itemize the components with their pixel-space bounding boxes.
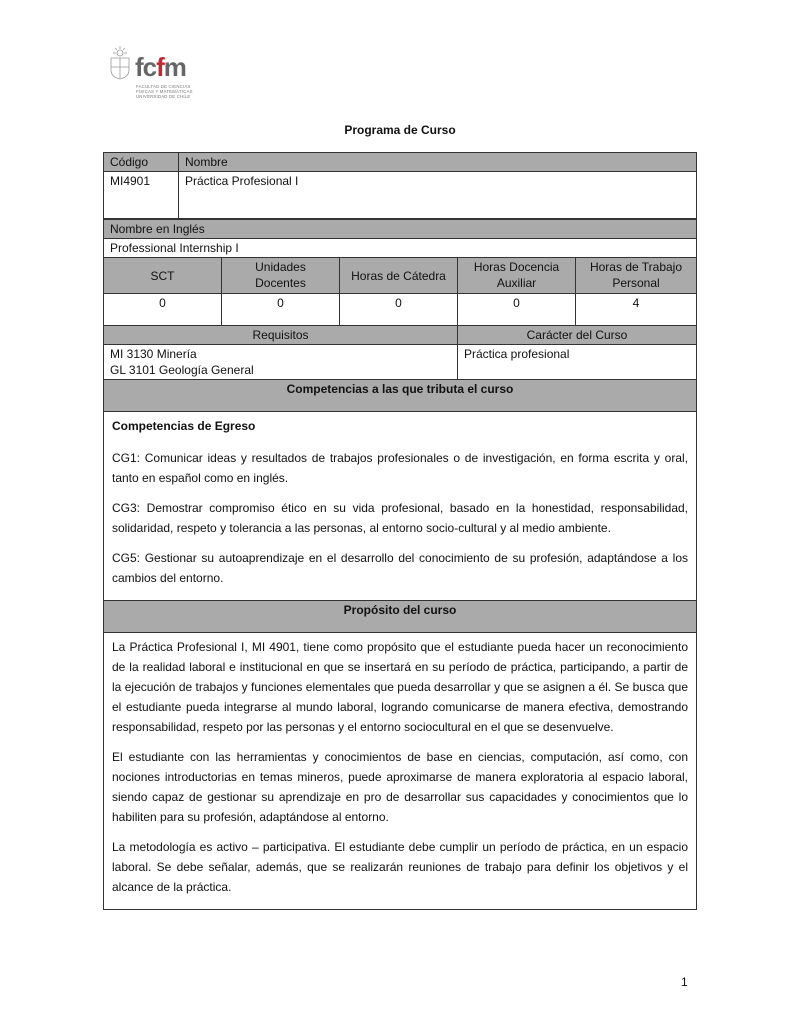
competency-item: CG5: Gestionar su autoaprendizaje en el desarrollo del conocimiento de su profesión, adaptándose a los cambios del entorno. xyxy=(112,551,688,585)
requirement-item: GL 3101 Geología General xyxy=(110,363,254,377)
page-number: 1 xyxy=(681,975,688,989)
course-id-table xyxy=(103,152,697,219)
purpose-paragraph: El estudiante con las herramientas y conocimientos de base en ciencias, computación, así como, con nociones introductorias en temas mineros, puede aproximarse de manera exploratoria al espacio laboral, siendo capaz de gestionar su aprendizaje en pro de desarrollar sus capacidades y conocimientos que lo habiliten para su profesión, adaptándose al entorno. xyxy=(112,750,688,824)
english-name: Professional Internship I xyxy=(104,239,697,258)
competency-item: CG1: Comunicar ideas y resultados de trabajos profesionales o de investigación, en forma escrita y oral, tanto en español como en inglés. xyxy=(112,451,688,485)
document-title: Programa de Curso xyxy=(344,123,456,137)
competency-item: CG3: Demostrar compromiso ético en su vida profesional, basado en la honestidad, responsabilidad, solidaridad, respeto y tolerancia a las personas, al entorno socio-cultural y al medio ambiente. xyxy=(112,501,688,535)
personal-work-hours-value: 4 xyxy=(576,294,697,326)
purpose-section-header: Propósito del curso xyxy=(104,601,697,633)
purpose-body xyxy=(104,633,697,910)
lecture-hours-value: 0 xyxy=(340,294,458,326)
university-crest-icon xyxy=(108,46,132,80)
faculty-subtitle: FACULTAD DE CIENCIAS FÍSICAS Y MATEMÁTICAS UNIVERSIDAD DE CHILE xyxy=(136,84,193,99)
requirements-header: Requisitos xyxy=(104,326,458,345)
personal-work-hours-header: Horas de Trabajo Personal xyxy=(576,258,697,294)
course-code: MI4901 xyxy=(104,172,179,219)
name-header: Nombre xyxy=(179,153,697,172)
teaching-units-header: Unidades Docentes xyxy=(222,258,340,294)
code-header: Código xyxy=(104,153,179,172)
competencies-body xyxy=(104,412,697,601)
competencies-subtitle: Competencias de Egreso xyxy=(112,419,256,433)
requirement-item: MI 3130 Minería xyxy=(110,347,197,361)
course-name: Práctica Profesional I xyxy=(179,172,697,219)
english-name-header: Nombre en Inglés xyxy=(104,220,697,239)
teaching-units-value: 0 xyxy=(222,294,340,326)
purpose-paragraph: La metodología es activo – participativa. El estudiante debe cumplir un período de práctica, en un espacio laboral. Se debe señalar, además, que se realizarán reuniones de trabajo para definir los objetivos y el alcance de la práctica. xyxy=(112,840,688,894)
lecture-hours-header: Horas de Cátedra xyxy=(340,258,458,294)
sct-value: 0 xyxy=(104,294,222,326)
purpose-paragraph: La Práctica Profesional I, MI 4901, tiene como propósito que el estudiante pueda hacer un reconocimiento de la realidad laboral e institucional en que se insertará en su período de práctica, participando, a partir de la ejecución de trabajos y funciones elementales que pueda desarrollar y que se asignen a él. Se busca que el estudiante pueda integrarse al mundo laboral, logrando comunicarse de manera efectiva, demostrando responsabilidad, respeto por las personas y el entorno sociocultural en el que se desenvuelve. xyxy=(112,640,688,734)
auxiliary-hours-value: 0 xyxy=(458,294,576,326)
course-character-header: Carácter del Curso xyxy=(458,326,697,345)
course-details-table xyxy=(103,219,697,910)
course-character: Práctica profesional xyxy=(458,345,697,380)
requirements-list xyxy=(104,345,458,380)
auxiliary-hours-header: Horas Docencia Auxiliar xyxy=(458,258,576,294)
fcfm-wordmark: fcfm xyxy=(135,52,186,82)
fcfm-logo xyxy=(108,44,208,104)
sct-header: SCT xyxy=(104,258,222,294)
competencies-section-header: Competencias a las que tributa el curso xyxy=(104,380,697,412)
